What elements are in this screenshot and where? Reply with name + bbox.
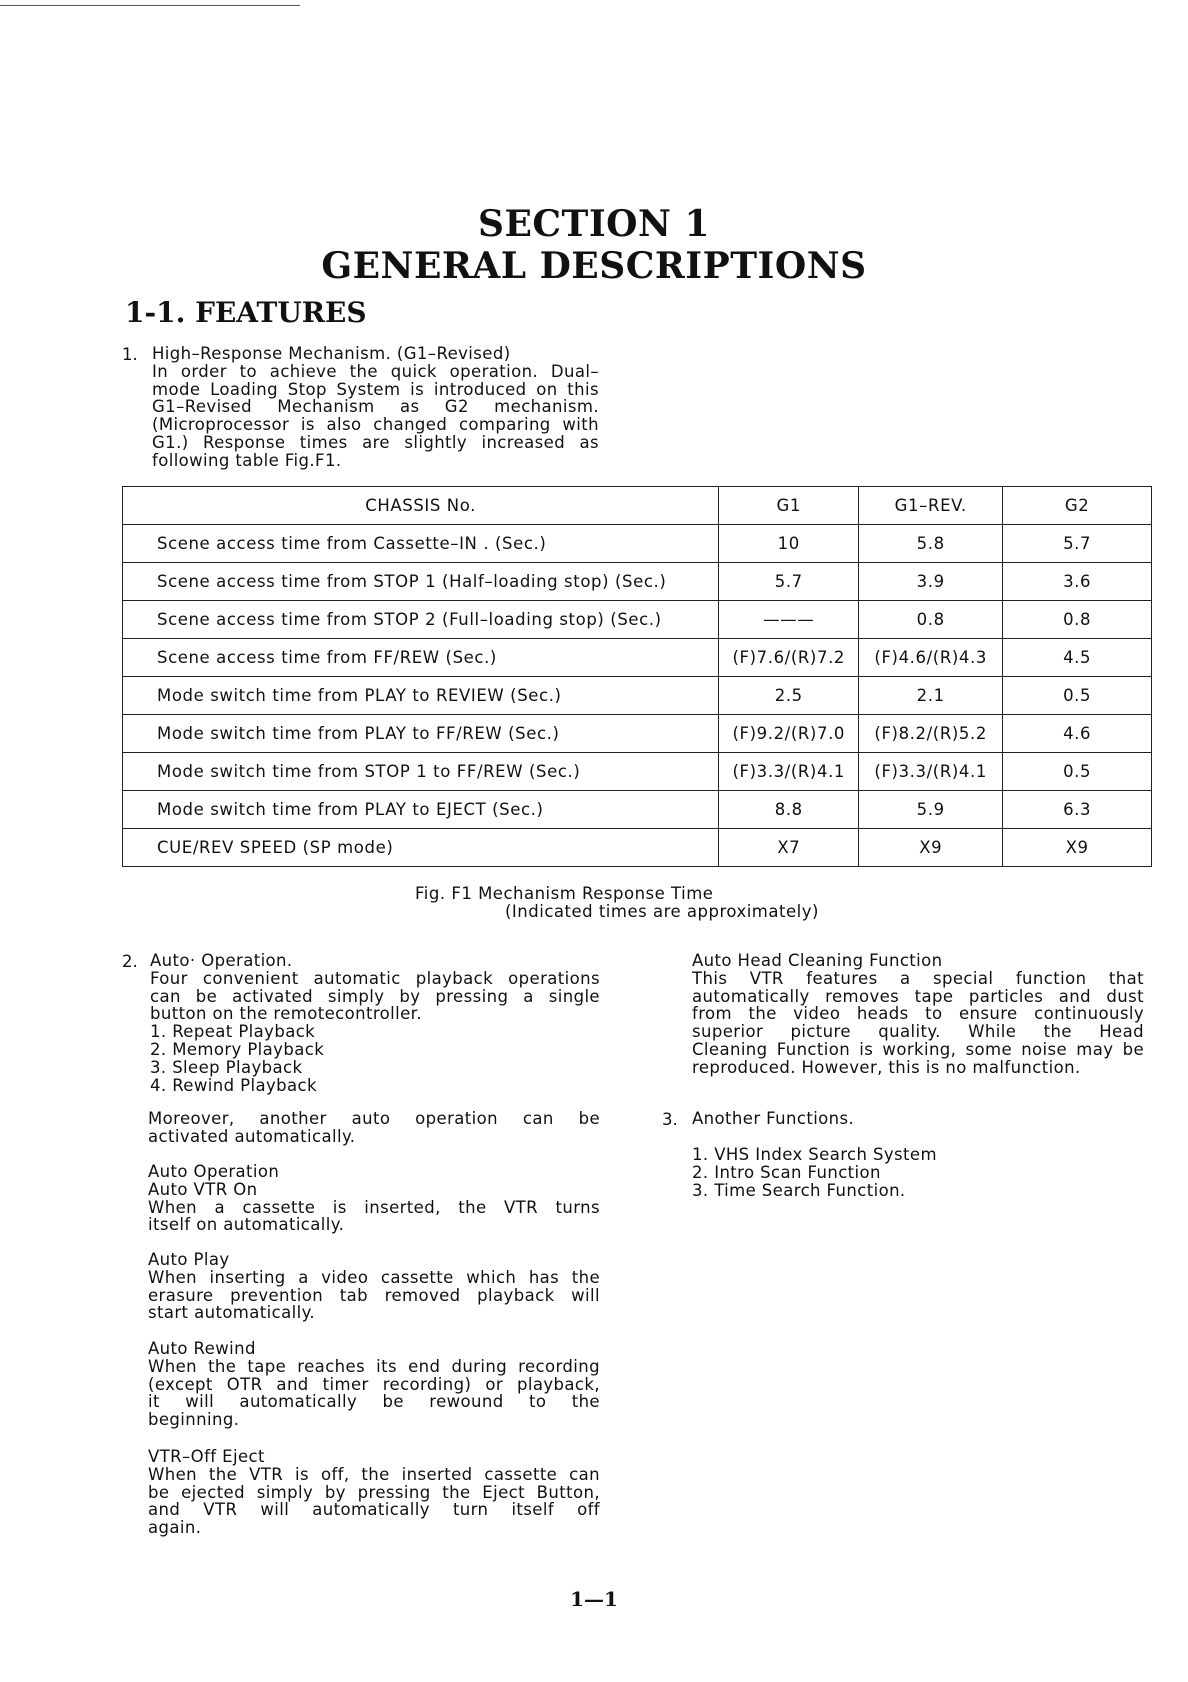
vtr-off-eject-line: again.	[148, 1518, 202, 1538]
head-cleaning-line: from the video heads to ensure continuously	[692, 1004, 1144, 1024]
row-label: Scene access time from STOP 1 (Half–loading stop) (Sec.)	[123, 563, 719, 601]
auto-rewind-line: beginning.	[148, 1410, 240, 1430]
list-item: 3. Sleep Playback	[150, 1057, 303, 1077]
cell-g2: 4.6	[1003, 715, 1152, 753]
cell-g1-rev: 5.9	[859, 791, 1003, 829]
item2-line: Four convenient automatic playback operations	[150, 968, 600, 988]
row-label: Scene access time from STOP 2 (Full–loading stop) (Sec.)	[123, 601, 719, 639]
cell-g1: X7	[719, 829, 859, 867]
list-item: 1. Repeat Playback	[150, 1022, 316, 1042]
table-row	[123, 829, 1152, 867]
auto-rewind-title: Auto Rewind	[148, 1339, 256, 1358]
cell-g1-rev: 0.8	[859, 601, 1003, 639]
row-label: Mode switch time from PLAY to FF/REW (Sec.)	[123, 715, 719, 753]
item1-title: High–Response Mechanism. (G1–Revised)	[152, 344, 511, 363]
auto-play-line: start automatically.	[148, 1303, 316, 1323]
auto-play-line: When inserting a video cassette which has the	[148, 1267, 600, 1287]
response-time-table	[122, 486, 1152, 867]
item1-line: G1–Revised Mechanism as G2 mechanism.	[152, 397, 599, 417]
features-heading: 1-1. FEATURES	[125, 296, 367, 329]
vtr-off-eject-block	[148, 1448, 600, 1537]
list-item: 2. Memory Playback	[150, 1039, 325, 1059]
item3-number: 3.	[662, 1110, 678, 1129]
head-cleaning-line: superior picture quality. While the Head	[692, 1022, 1144, 1042]
row-label: Scene access time from Cassette–IN . (Sec.)	[123, 525, 719, 563]
auto-vtr-on-title: Auto VTR On	[148, 1179, 258, 1199]
header-g1-rev: G1–REV.	[859, 487, 1003, 525]
head-cleaning-block	[692, 952, 1144, 1077]
auto-vtr-on-line: itself on automatically.	[148, 1215, 345, 1235]
section-title: GENERAL DESCRIPTIONS	[321, 245, 867, 287]
cell-g2: 0.8	[1003, 601, 1152, 639]
item1-line: G1.) Response times are slightly increased as	[152, 432, 599, 452]
item2-moreover	[148, 1110, 600, 1146]
cell-g1-rev: 3.9	[859, 563, 1003, 601]
cell-g2: 0.5	[1003, 677, 1152, 715]
cell-g1: 5.7	[719, 563, 859, 601]
table-row	[123, 639, 1152, 677]
head-cleaning-line: Cleaning Function is working, some noise may be	[692, 1039, 1144, 1059]
list-item: 1. VHS Index Search System	[692, 1145, 937, 1164]
figure-caption-note: (Indicated times are approximately)	[505, 902, 819, 921]
cell-g1-rev: (F)8.2/(R)5.2	[859, 715, 1003, 753]
table-row	[123, 715, 1152, 753]
vtr-off-eject-line: be ejected simply by pressing the Eject Button,	[148, 1482, 600, 1502]
scan-top-line	[0, 5, 300, 6]
another-functions-list	[692, 1146, 1144, 1199]
cell-g2: 4.5	[1003, 639, 1152, 677]
row-label: CUE/REV SPEED (SP mode)	[123, 829, 719, 867]
auto-operation-heading: Auto Operation	[148, 1162, 280, 1181]
head-cleaning-line: This VTR features a special function that	[692, 968, 1144, 988]
auto-vtr-on-block	[148, 1163, 600, 1234]
head-cleaning-line: reproduced. However, this is no malfunction.	[692, 1057, 1081, 1077]
cell-g1-rev: X9	[859, 829, 1003, 867]
table-row	[123, 753, 1152, 791]
table-row	[123, 601, 1152, 639]
item2-intro	[150, 952, 600, 1094]
header-chassis: CHASSIS No.	[123, 487, 719, 525]
cell-g1: ———	[719, 601, 859, 639]
item1-line: mode Loading Stop System is introduced on this	[152, 379, 599, 399]
item2-line: Moreover, another auto operation can be	[148, 1109, 600, 1128]
header-g1: G1	[719, 487, 859, 525]
cell-g2: 5.7	[1003, 525, 1152, 563]
cell-g1: 10	[719, 525, 859, 563]
vtr-off-eject-line: and VTR will automatically turn itself off	[148, 1500, 600, 1520]
table-row	[123, 563, 1152, 601]
item2-line: button on the remotecontroller.	[150, 1004, 422, 1024]
cell-g1: (F)9.2/(R)7.0	[719, 715, 859, 753]
cell-g2: 6.3	[1003, 791, 1152, 829]
item1-line: In order to achieve the quick operation. Dual–	[152, 361, 599, 381]
vtr-off-eject-title: VTR–Off Eject	[148, 1447, 265, 1466]
table-row	[123, 525, 1152, 563]
row-label: Mode switch time from PLAY to REVIEW (Sec.)	[123, 677, 719, 715]
item2-number: 2.	[122, 952, 138, 971]
head-cleaning-title: Auto Head Cleaning Function	[692, 951, 943, 970]
figure-caption-title: Fig. F1 Mechanism Response Time	[415, 884, 714, 903]
auto-play-line: erasure prevention tab removed playback will	[148, 1285, 600, 1305]
item1-line: (Microprocessor is also changed comparing with	[152, 415, 599, 435]
item2-line: activated automatically.	[148, 1126, 356, 1146]
auto-rewind-line: (except OTR and timer recording) or playback,	[148, 1374, 600, 1394]
table-header-row	[123, 487, 1152, 525]
cell-g1: (F)7.6/(R)7.2	[719, 639, 859, 677]
cell-g1-rev: 5.8	[859, 525, 1003, 563]
cell-g2: X9	[1003, 829, 1152, 867]
item2-title: Auto· Operation.	[150, 951, 293, 970]
item3-title: Another Functions.	[692, 1109, 855, 1128]
table-row	[123, 677, 1152, 715]
page-number: 1—1	[570, 1587, 618, 1611]
cell-g1-rev: (F)3.3/(R)4.1	[859, 753, 1003, 791]
auto-operation-list	[150, 1023, 600, 1094]
cell-g1-rev: 2.1	[859, 677, 1003, 715]
auto-play-block	[148, 1251, 600, 1322]
cell-g2: 0.5	[1003, 753, 1152, 791]
cell-g1: 8.8	[719, 791, 859, 829]
auto-rewind-line: it will automatically be rewound to the	[148, 1392, 600, 1412]
auto-rewind-line: When the tape reaches its end during recording	[148, 1356, 600, 1376]
item1-line: following table Fig.F1.	[152, 450, 342, 470]
table-row	[123, 791, 1152, 829]
cell-g1: 2.5	[719, 677, 859, 715]
item2-line: can be activated simply by pressing a single	[150, 986, 600, 1006]
list-item: 4. Rewind Playback	[150, 1075, 317, 1095]
vtr-off-eject-line: When the VTR is off, the inserted cassette can	[148, 1464, 600, 1484]
row-label: Mode switch time from PLAY to EJECT (Sec.)	[123, 791, 719, 829]
item1-number: 1.	[122, 345, 138, 364]
list-item: 3. Time Search Function.	[692, 1180, 906, 1200]
head-cleaning-line: automatically removes tape particles and dust	[692, 986, 1144, 1006]
header-g2: G2	[1003, 487, 1152, 525]
cell-g2: 3.6	[1003, 563, 1152, 601]
auto-vtr-on-line: When a cassette is inserted, the VTR turns	[148, 1197, 600, 1217]
cell-g1: (F)3.3/(R)4.1	[719, 753, 859, 791]
list-item: 2. Intro Scan Function	[692, 1162, 881, 1182]
auto-play-title: Auto Play	[148, 1250, 230, 1269]
section-number: SECTION 1	[477, 203, 711, 245]
auto-rewind-block	[148, 1340, 600, 1429]
row-label: Scene access time from FF/REW (Sec.)	[123, 639, 719, 677]
cell-g1-rev: (F)4.6/(R)4.3	[859, 639, 1003, 677]
row-label: Mode switch time from STOP 1 to FF/REW (Sec.)	[123, 753, 719, 791]
item1-paragraph	[152, 345, 599, 470]
